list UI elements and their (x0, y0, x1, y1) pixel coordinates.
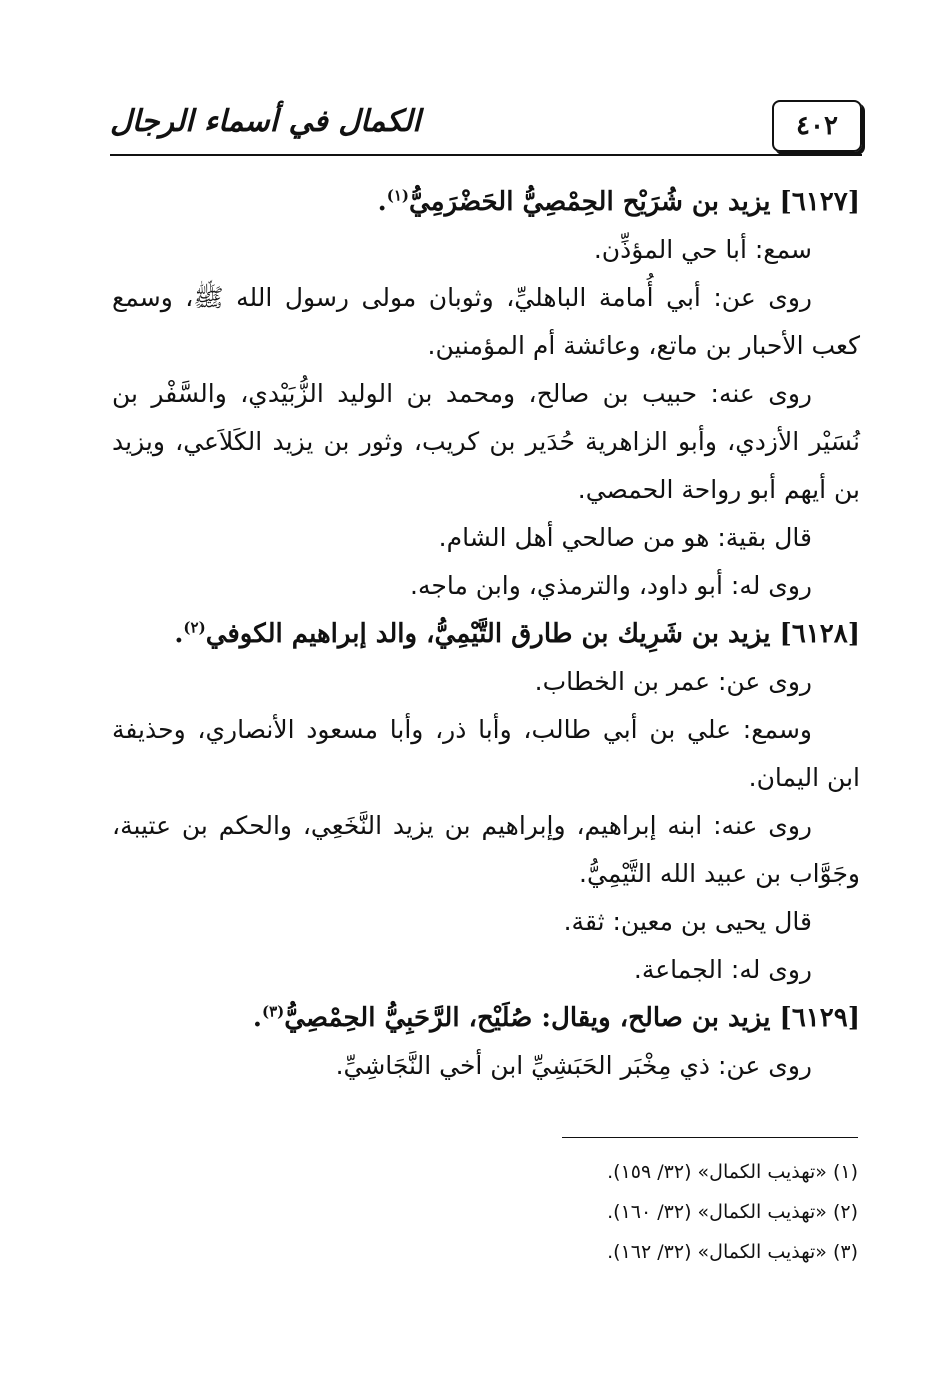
main-text (112, 178, 860, 1090)
entry-line: قال بقية: هو من صالحي أهل الشام. (438, 523, 812, 552)
footnote-rule (562, 1137, 858, 1138)
page-number: ٤٠٢ (772, 100, 862, 152)
entry-line: روى عن: عمر بن الخطاب. (534, 667, 812, 696)
entry-line: روى له: أبو داود، والترمذي، وابن ماجه. (410, 571, 812, 600)
entry-title-6127: [٦١٢٧] يزيد بن شُرَيْح الحِمْصِيُّ الحَضْرَمِيُّ$^{(١)}$. (377, 186, 860, 217)
footnote-2: (٢) «تهذيب الكمال» (٣٢/ ١٦٠). (607, 1201, 858, 1223)
footnote-ref: (٢) (183, 618, 206, 637)
entry-line: روى عنه: حبيب بن صالح، ومحمد بن الوليد الزُّبَيْدي، والسَّفْر بن نُسَيْر الأزدي، وأبو الزاهرية حُدَير بن كريب، وثور بن يزيد الكَلاَعي، ويزيد بن أيهم أبو رواحة الحمصي. (112, 379, 860, 504)
footnotes (118, 1152, 858, 1272)
footnote-1: (١) «تهذيب الكمال» (٣٢/ ١٥٩). (607, 1161, 858, 1183)
entry-line: وسمع: علي بن أبي طالب، وأبا ذر، وأبا مسعود الأنصاري، وحذيفة ابن اليمان. (112, 715, 860, 792)
footnote-ref: (٣) (261, 1002, 285, 1021)
running-title: الكمال في أسماء الرجال (110, 104, 421, 139)
entry-line: روى عن: أبي أُمامة الباهليِّ، وثوبان مولى رسول الله ﷺ، وسمع كعب الأحبار بن ماتع، وعائشة أم المؤمنين. (112, 283, 860, 360)
entry-title-text: [٦١٢٨] يزيد بن شَرِيك بن طارق التَّيْمِيُّ، والد إبراهيم الكوفي (205, 619, 860, 649)
entry-title-text: [٦١٢٩] يزيد بن صالح، ويقال: صُلَيْح، الرَّحَبِيُّ الحِمْصِيُّ (284, 1003, 860, 1033)
entry-line: روى عن: ذي مِخْبَر الحَبَشِيِّ ابن أخي النَّجَاشِيِّ. (335, 1051, 812, 1080)
entry-line: روى عنه: ابنه إبراهيم، وإبراهيم بن يزيد النَّخَعِي، والحكم بن عتيبة، وجَوَّاب بن عبيد الله التَّيْمِيُّ. (112, 811, 860, 888)
entry-title-6129: [٦١٢٩] يزيد بن صالح، ويقال: صُلَيْح، الرَّحَبِيُّ الحِمْصِيُّ$^{(٣)}$. (252, 1002, 860, 1033)
entry-line: قال يحيى بن معين: ثقة. (563, 907, 812, 936)
page-header (110, 96, 862, 156)
footnote-3: (٣) «تهذيب الكمال» (٣٢/ ١٦٢). (607, 1241, 858, 1263)
entry-line: روى له: الجماعة. (633, 955, 812, 984)
header-rule (110, 154, 862, 156)
entry-title-6128: [٦١٢٨] يزيد بن شَرِيك بن طارق التَّيْمِيُّ، والد إبراهيم الكوفي$^{(٢)}$. (174, 618, 860, 649)
footnote-ref: (١) (386, 186, 410, 205)
entry-line: سمع: أبا حي المؤذِّن. (593, 235, 812, 264)
entry-title-text: [٦١٢٧] يزيد بن شُرَيْح الحِمْصِيُّ الحَضْرَمِيُّ (409, 187, 860, 217)
